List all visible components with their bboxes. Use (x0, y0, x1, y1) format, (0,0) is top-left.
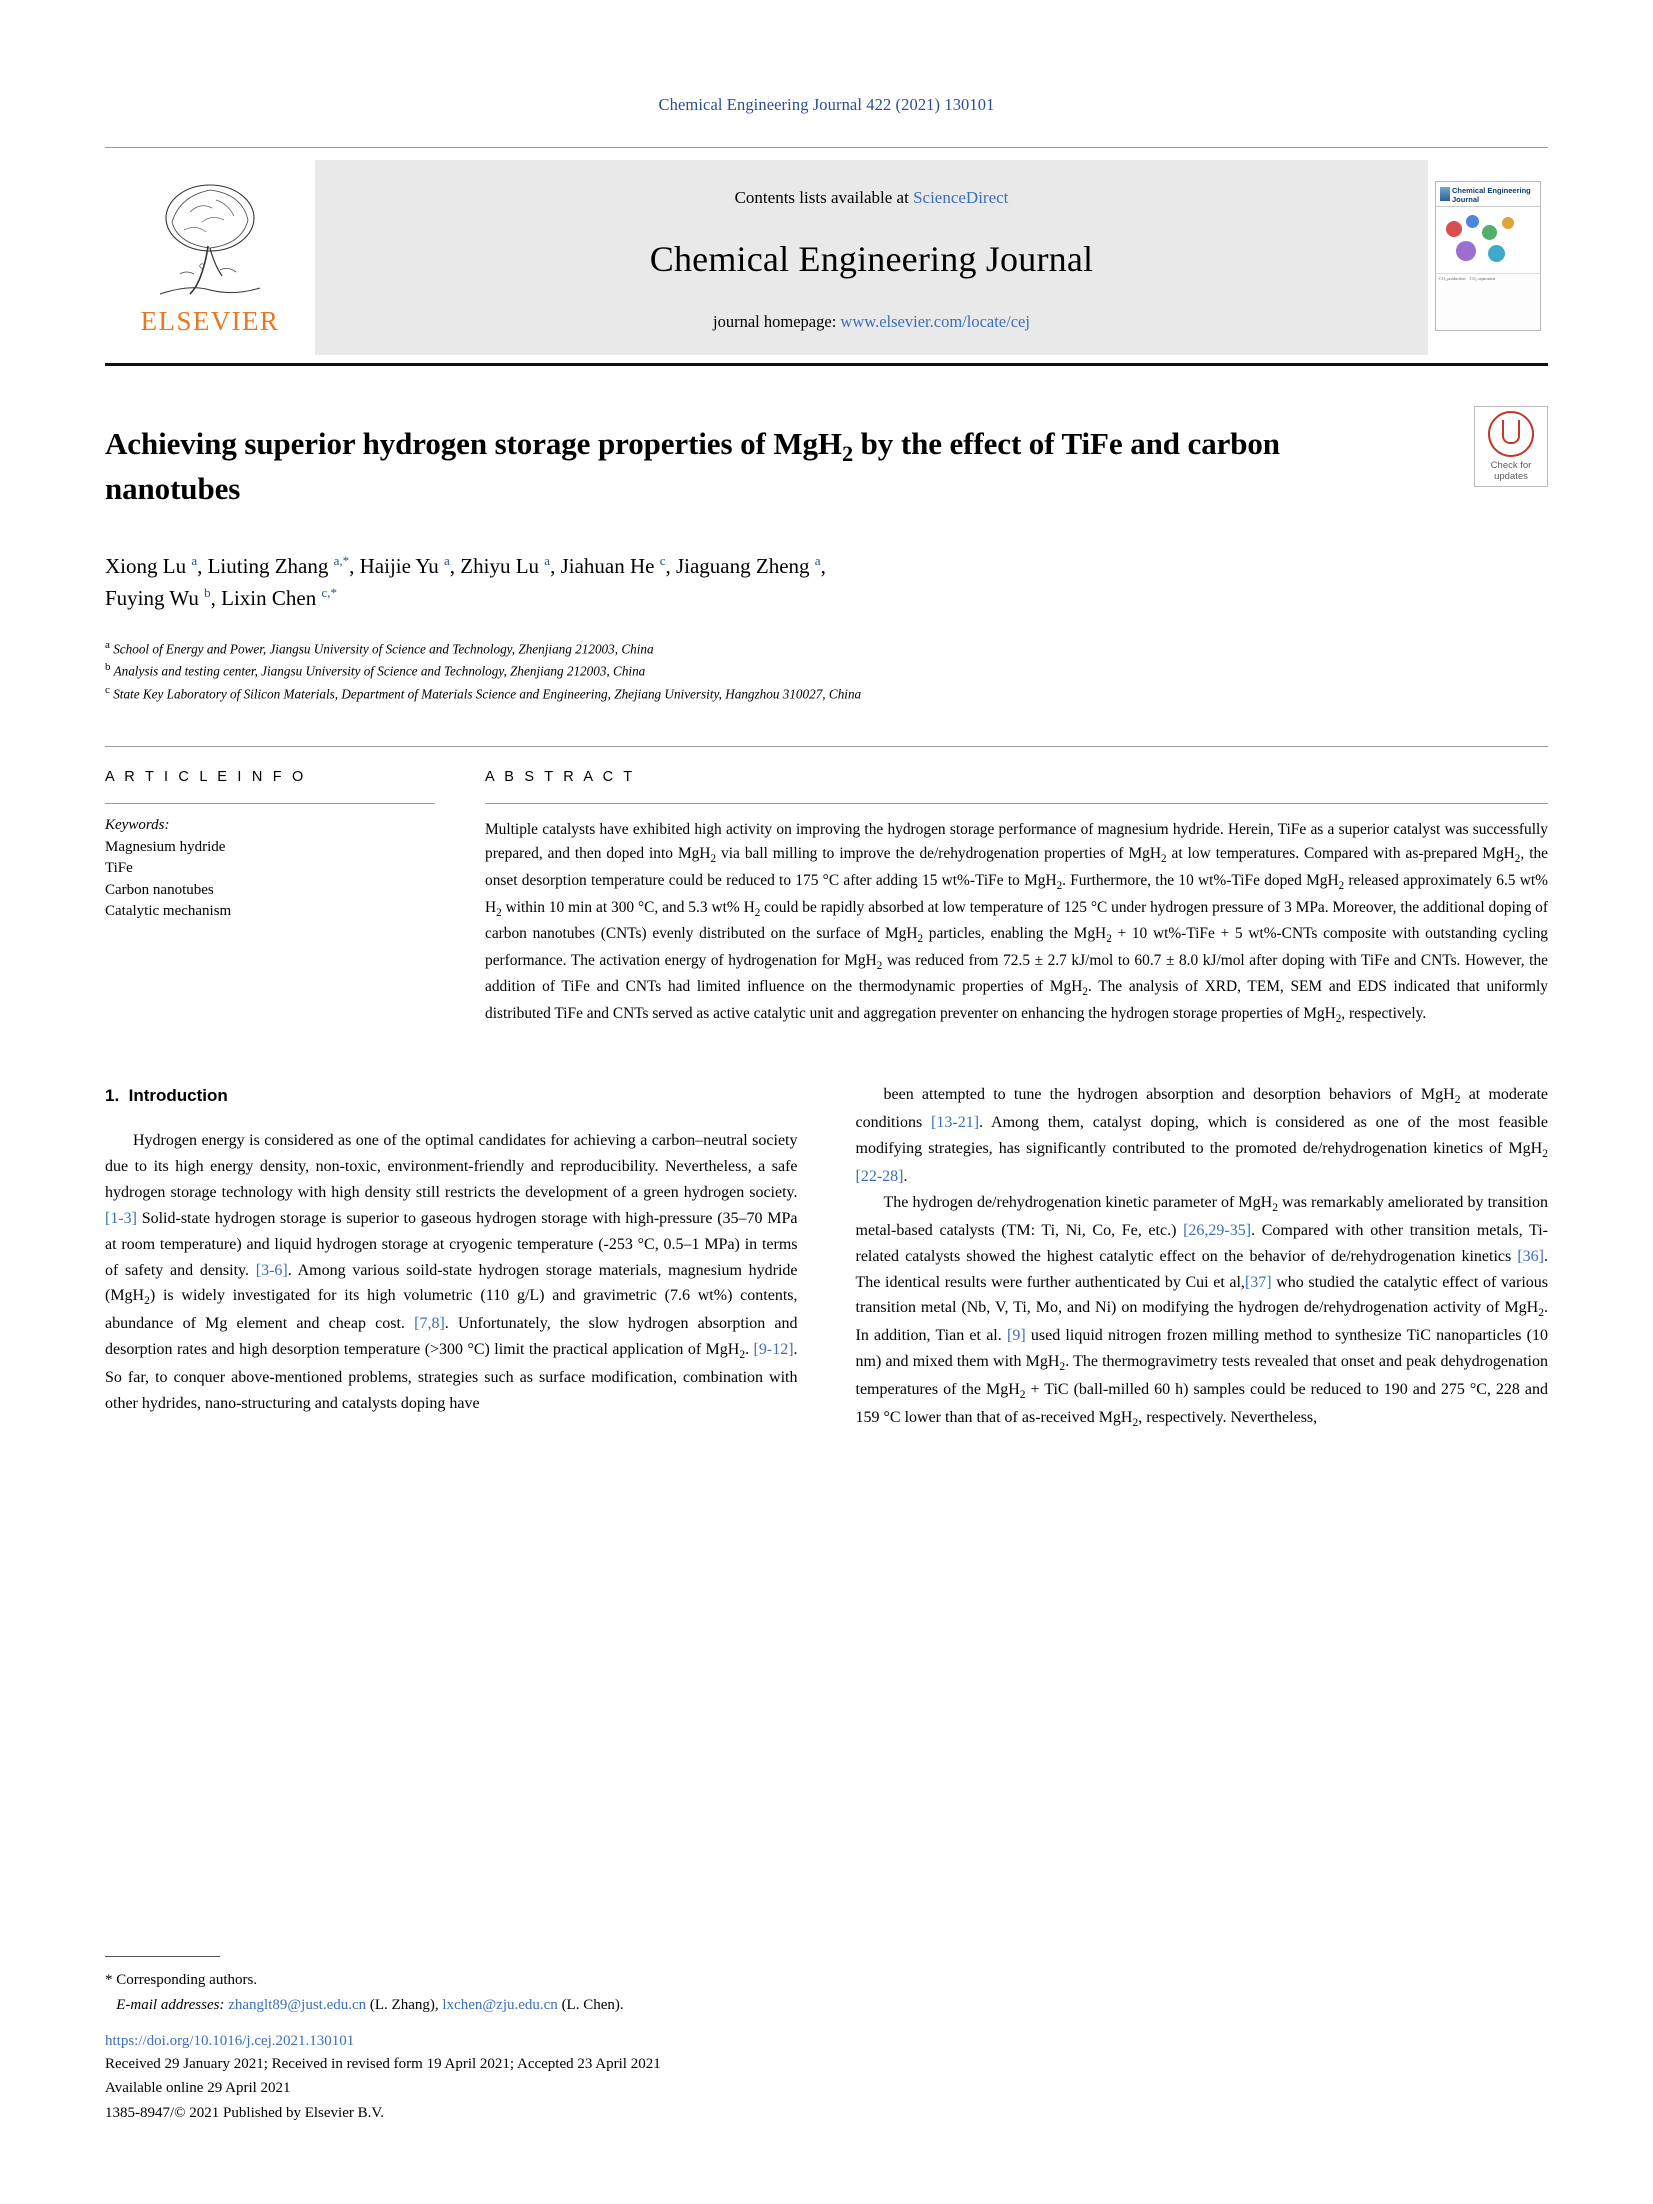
page-title (105, 424, 1335, 510)
keywords-divider (105, 803, 435, 804)
title-subscript: 2 (841, 441, 853, 467)
keyword-item: Catalytic mechanism (105, 902, 232, 919)
cover-header (1436, 182, 1540, 208)
section-title: Introduction (128, 1086, 228, 1106)
masthead-divider (105, 363, 1548, 366)
corresponding-author-note: * Corresponding authors. (105, 1972, 258, 1988)
running-head: Chemical Engineering Journal 422 (2021) 130101 (658, 95, 995, 114)
elsevier-wordmark: ELSEVIER (140, 306, 280, 336)
publisher-logo (105, 148, 315, 363)
doi-link[interactable]: https://doi.org/10.1016/j.cej.2021.130101 (105, 2033, 355, 2049)
affiliation-text: School of Energy and Power, Jiangsu University of Science and Technology, Zhenjiang 212003, China (113, 641, 654, 657)
section-heading-introduction (105, 1082, 798, 1110)
email-link-chen[interactable]: lxchen@zju.edu.cn (442, 1996, 558, 2013)
cover-logo-icon (1440, 187, 1450, 201)
abstract-heading: A B S T R A C T (485, 768, 636, 785)
affiliation-item (105, 659, 1548, 681)
contents-line (735, 188, 1009, 208)
footnote-block (105, 1956, 825, 2126)
affiliation-item (105, 637, 1548, 659)
email-label: E-mail addresses: (116, 1996, 225, 2013)
abstract-divider (485, 803, 1548, 804)
email-link-zhang[interactable]: zhanglt89@just.edu.cn (228, 1996, 367, 2013)
intro-paragraph-right-2: The hydrogen de/rehydrogenation kinetic parameter of MgH$_2$ was remarkably ameliorated by transition metal-based catalysts (TM: Ti, Ni, Co, Fe, etc.) [26,29-35]. Compared with other transition metals, Ti-related catalysts showed the highest catalytic effect on the behavior of de/rehydrogenation kinetics [36]. The identical results were further authenticated by Cui et al,[37] who studied the catalytic effect of various transition metal (Nb, V, Ti, Mo, and Ni) on modifying the hydrogen de/rehydrogenation activity of MgH$_2$. In addition, Tian et al. [9] used liquid nitrogen frozen milling method to synthesize TiC nanoparticles (10 nm) and mixed them with MgH$_2$. The thermogravimetry tests revealed that onset and peak dehydrogenation temperatures of the MgH$_2$ + TiC (ball-milled 60 h) samples could be reduced to 190 and 275 °C, 228 and 159 °C lower than that of as-received MgH$_2$, respectively. Nevertheless, (855, 1193, 1549, 1430)
cover-blob-green (1482, 225, 1497, 240)
masthead-center (315, 160, 1428, 355)
crossmark-badge[interactable] (1474, 406, 1548, 487)
crossmark-line1: Check for (1490, 460, 1532, 471)
abstract-column (485, 769, 1548, 1028)
cover-caption-right: CO₂ separation (1469, 276, 1496, 282)
affiliation-mark: a (105, 638, 110, 651)
title-part-1: Achieving superior hydrogen storage properties of MgH (105, 426, 842, 461)
footnote-divider (105, 1956, 220, 1957)
email-note (105, 1994, 825, 2017)
affiliation-list (105, 637, 1548, 704)
copyright-line: 1385-8947/© 2021 Published by Elsevier B.V. (105, 2104, 385, 2121)
affiliation-text: State Key Laboratory of Silicon Materials, Department of Materials Science and Engineering, Zhejiang University, Hangzhou 310027, China (113, 685, 862, 701)
journal-homepage-link[interactable]: www.elsevier.com/locate/cej (840, 311, 1030, 331)
cover-journal-title: Chemical Engineering Journal (1452, 185, 1531, 204)
contents-prefix: Contents lists available at (734, 187, 914, 207)
cover-blob-blue (1466, 215, 1479, 228)
journal-title: Chemical Engineering Journal (649, 238, 1094, 279)
cover-footer-text (1436, 273, 1540, 284)
title-block (105, 424, 1548, 510)
homepage-line (713, 312, 1030, 332)
intro-paragraph-left: Hydrogen energy is considered as one of the optimal candidates for achieving a carbon–neutral society due to its high energy density, non-toxic, environment-friendly and reproducibility. Nevertheless, a safe hydrogen storage technology with high density still restricts the development of a green hydrogen society. [1-3] Solid-state hydrogen storage is superior to gaseous hydrogen storage with high-pressure (35–70 MPa at room temperature) and liquid hydrogen storage at cryogenic temperature (-253 °C, 0.5–1 MPa) in terms of safety and density. [3-6]. Among various soild-state hydrogen storage materials, magnesium hydride (MgH$_2$) is widely investigated for its high volumetric (110 g/L) and gravimetric (7.6 wt%) contents, abundance of Mg element and cheap cost. [7,8]. Unfortunately, the slow hydrogen absorption and desorption rates and high desorption temperature (>300 °C) limit the practical application of MgH$_2$. [9-12]. So far, to conquer above-mentioned problems, strategies such as surface modification, combination with other hydrides, nano-structuring and catalysts doping have (105, 1132, 798, 1412)
cover-blob-purple (1456, 241, 1476, 261)
journal-cover-thumbnail (1435, 181, 1541, 331)
author-list: Xiong Lu $^a$, Liuting Zhang $^{a,*}$, Haijie Yu $^a$, Zhiyu Lu $^a$, Jiahuan He $^c$, Jiaguang Zheng $^a$, Fuying Wu $^b$, Lixin Chen $^{c,*}$ (105, 552, 826, 611)
affiliation-mark: b (105, 661, 111, 674)
keyword-item: Carbon nanotubes (105, 881, 214, 898)
email-name-chen: (L. Chen). (561, 1996, 624, 2013)
keyword-item: TiFe (105, 860, 133, 877)
cover-blob-cyan (1488, 245, 1505, 262)
affiliation-item (105, 682, 1548, 704)
affiliation-mark: c (105, 683, 110, 696)
body-column-left (105, 1082, 798, 1432)
email-name-zhang: (L. Zhang), (369, 1996, 439, 2013)
article-info-heading: A R T I C L E I N F O (105, 768, 307, 785)
cover-blob-red (1446, 221, 1462, 237)
affiliation-text: Analysis and testing center, Jiangsu University of Science and Technology, Zhenjiang 212003, China (113, 663, 646, 679)
info-abstract-section (105, 746, 1548, 1028)
journal-cover (1428, 148, 1548, 363)
available-online: Available online 29 April 2021 (105, 2080, 291, 2096)
received-dates: Received 29 January 2021; Received in revised form 19 April 2021; Accepted 23 April 2021 (105, 2055, 661, 2072)
cover-blob-orange (1502, 217, 1514, 229)
elsevier-tree-icon (150, 178, 270, 300)
abstract-text: Multiple catalysts have exhibited high activity on improving the hydrogen storage performance of magnesium hydride. Herein, TiFe as a superior catalyst was successfully prepared, and then doped into MgH$_2$ via ball milling to improve the de/rehydrogenation properties of MgH$_2$ at low temperatures. Compared with as-prepared MgH$_2$, the onset desorption temperature could be reduced to 175 °C after adding 15 wt%-TiFe to MgH$_2$. Furthermore, the 10 wt%-TiFe doped MgH$_2$ released approximately 6.5 wt% $H_2$ within 10 min at 300 °C, and 5.3 wt% $H_2$ could be rapidly absorbed at low temperature of 125 °C under hydrogen pressure of 3 MPa. Moreover, the additional doping of carbon nanotubes (CNTs) evenly distributed on the surface of MgH$_2$ particles, enabling the MgH$_2$ + 10 wt%-TiFe + 5 wt%-CNTs composite with outstanding cycling performance. The activation energy of hydrogenation for MgH$_2$ was reduced from 72.5 ± 2.7 kJ/mol to 60.7 ± 8.0 kJ/mol after doping with TiFe and CNTs. However, the addition of TiFe and CNTs had limited influence on the thermodynamic properties of MgH$_2$. The analysis of XRD, TEM, SEM and EDS indicated that uniformly distributed TiFe and CNTs served as active catalytic unit and aggregation preventer on enhancing the hydrogen storage properties of MgH$_2$, respectively. (485, 820, 1549, 1025)
journal-masthead (105, 147, 1548, 363)
cover-caption-left: CO₂ production (1439, 276, 1466, 282)
section-number: 1. (105, 1086, 120, 1106)
keyword-item: Magnesium hydride (105, 838, 226, 855)
crossmark-icon (1488, 411, 1534, 457)
cover-artwork (1436, 207, 1540, 273)
body-columns (105, 1082, 1548, 1432)
crossmark-line2: updates (1494, 470, 1528, 482)
keywords-label: Keywords: (105, 816, 170, 833)
homepage-prefix: journal homepage: (713, 311, 841, 331)
intro-paragraph-right-1: been attempted to tune the hydrogen absorption and desorption behaviors of MgH$_2$ at moderate conditions [13-21]. Among them, catalyst doping, which is considered as one of the most feasible modifying strategies, has significantly contributed to the promoted de/rehydrogenation kinetics of MgH$_2$ [22-28]. (855, 1086, 1549, 1186)
title-part-2: by the effect of TiFe and carbon nanotubes (105, 426, 1280, 506)
body-column-right (856, 1082, 1549, 1432)
article-info-column (105, 769, 435, 1028)
sciencedirect-link[interactable]: ScienceDirect (913, 187, 1009, 207)
